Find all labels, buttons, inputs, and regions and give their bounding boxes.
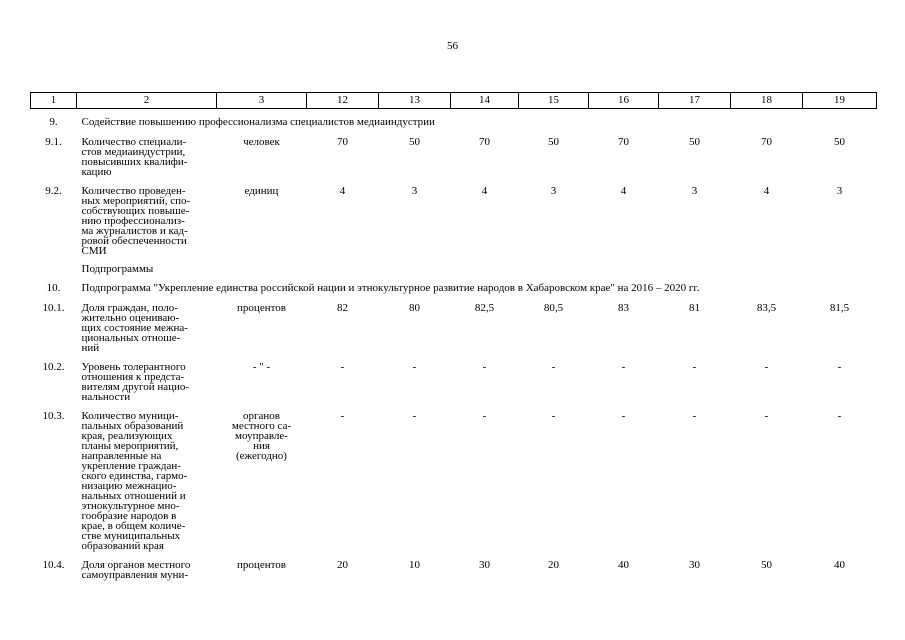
indicator-name: Количество специали- стов медиаиндустрии, повысивших квалифи- кацию: [81, 136, 188, 178]
table-row: [31, 177, 877, 256]
indicator-name: Доля граждан, поло- жительно оцениваю- щих состояние межна- циональных отноше- ний: [81, 302, 188, 354]
row-number: 9.: [49, 116, 58, 128]
indicator-value: 80,5: [543, 302, 564, 314]
indicator-value: 82,5: [474, 302, 495, 314]
indicator-value: -: [551, 410, 556, 422]
indicator-value: 40: [834, 559, 845, 571]
column-header: 13: [379, 93, 451, 109]
indicator-name: Количество муници- пальных образований края, реализующих планы мероприятий, направленные на укрепление граждан- ского единства, гармо- низацию межнацио- нальных отношений и этнокультурное мно- гообразие народов в крае, в общем количе- стве муниципальных образований края: [81, 410, 188, 552]
indicator-value: 70: [761, 136, 772, 148]
column-header: 15: [519, 93, 589, 109]
indicator-value: -: [692, 361, 697, 373]
table-row: [31, 402, 877, 551]
row-number: 10.3.: [42, 410, 65, 422]
indicator-value: -: [621, 410, 626, 422]
indicator-value: 30: [689, 559, 700, 571]
indicator-value: 82: [337, 302, 348, 314]
indicator-value: -: [482, 410, 487, 422]
section-title: Содействие повышению профессионализма специалистов медиаиндустрии: [81, 116, 435, 128]
indicator-value: 20: [337, 559, 348, 571]
table-header-row: [31, 93, 877, 109]
unit-of-measure: единиц: [244, 185, 279, 197]
section-title: Подпрограммы: [81, 263, 154, 275]
indicator-value: 70: [618, 136, 629, 148]
column-header: 12: [307, 93, 379, 109]
table-row: [31, 294, 877, 353]
indicator-value: 4: [763, 185, 770, 197]
row-number: [31, 256, 77, 275]
indicator-value: -: [340, 361, 345, 373]
indicator-value: 81,5: [829, 302, 850, 314]
indicator-value: 83: [618, 302, 629, 314]
indicator-value: 3: [411, 185, 418, 197]
indicator-value: -: [764, 410, 769, 422]
section-row: [31, 275, 877, 294]
indicator-value: -: [412, 410, 417, 422]
indicator-value: -: [551, 361, 556, 373]
indicator-value: 80: [409, 302, 420, 314]
column-header: 3: [217, 93, 307, 109]
indicator-name: Количество проведен- ных мероприятий, спо- собствующих повыше- нию профессионализ- ма журналистов и кад- ровой обеспеченности СМИ: [81, 185, 191, 257]
indicator-value: 3: [836, 185, 843, 197]
row-number: 10.1.: [42, 302, 65, 314]
column-header: 1: [31, 93, 77, 109]
section-title: Подпрограмма "Укрепление единства российской нации и этнокультурное развитие народов в Хабаровском крае" на 2016 – 2020 гг.: [81, 282, 700, 294]
unit-of-measure: человек: [243, 136, 280, 148]
row-number: 9.2.: [45, 185, 62, 197]
unit-of-measure: - " -: [252, 361, 271, 373]
indicator-value: 4: [339, 185, 346, 197]
table-row: [31, 551, 877, 580]
indicator-value: 81: [689, 302, 700, 314]
indicator-value: -: [764, 361, 769, 373]
row-number: 10.: [46, 282, 61, 294]
indicator-value: -: [482, 361, 487, 373]
indicator-value: 50: [409, 136, 420, 148]
indicator-value: -: [621, 361, 626, 373]
unit-of-measure: процентов: [237, 559, 286, 571]
indicator-value: 70: [479, 136, 490, 148]
page-number: 56: [447, 40, 458, 52]
indicator-value: 3: [550, 185, 557, 197]
indicator-value: 10: [409, 559, 420, 571]
indicator-value: 83,5: [756, 302, 777, 314]
column-header: 16: [589, 93, 659, 109]
row-number: 10.2.: [42, 361, 65, 373]
unit-of-measure: процентов: [237, 302, 286, 314]
row-number: 9.1.: [45, 136, 62, 148]
column-header: 19: [803, 93, 877, 109]
indicator-value: 4: [481, 185, 488, 197]
indicator-value: -: [340, 410, 345, 422]
column-header: 2: [77, 93, 217, 109]
indicator-value: 40: [618, 559, 629, 571]
indicator-value: 50: [834, 136, 845, 148]
indicator-name: Доля органов местного самоуправления муни-: [81, 559, 191, 581]
indicator-value: 50: [689, 136, 700, 148]
indicator-value: -: [412, 361, 417, 373]
indicator-value: -: [692, 410, 697, 422]
indicator-name: Уровень толерантного отношения к предста- вителям другой нацио- нальности: [81, 361, 190, 403]
section-row: [31, 256, 877, 275]
indicator-value: 70: [337, 136, 348, 148]
column-header: 18: [731, 93, 803, 109]
table-row: [31, 353, 877, 402]
indicator-value: 30: [479, 559, 490, 571]
column-header: 17: [659, 93, 731, 109]
indicators-table: [30, 92, 877, 580]
indicator-value: -: [837, 361, 842, 373]
column-header: 14: [451, 93, 519, 109]
section-row: [31, 109, 877, 129]
indicator-value: 3: [691, 185, 698, 197]
indicator-value: 50: [761, 559, 772, 571]
indicator-value: 20: [548, 559, 559, 571]
row-number: 10.4.: [42, 559, 65, 571]
indicator-value: -: [837, 410, 842, 422]
indicator-value: 4: [620, 185, 627, 197]
indicator-value: 50: [548, 136, 559, 148]
table-row: [31, 128, 877, 177]
unit-of-measure: органов местного са- моуправле- ния (ежегодно): [231, 410, 292, 462]
